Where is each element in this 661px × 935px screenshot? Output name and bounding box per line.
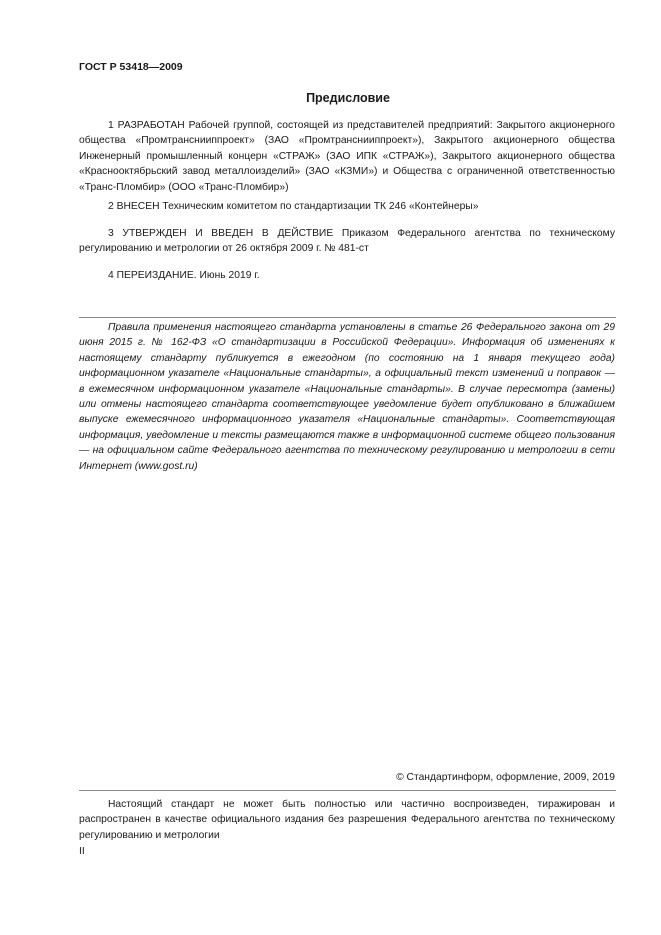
page-title: Предисловие	[306, 91, 390, 105]
document-code: ГОСТ Р 53418—2009	[79, 61, 183, 73]
foreword-item-4: 4 ПЕРЕИЗДАНИЕ. Июнь 2019 г.	[108, 270, 260, 281]
separator-rule	[79, 317, 616, 318]
foreword-item-1: 1 РАЗРАБОТАН Рабочей группой, состоящей из представителей предприятий: Закрытого акционерного общества «Промтранснииппроект» (ЗАО «Промтранснииппроект»), Закрытого акционерного общества Инженерный промышленный концерн «СТРАЖ» (ЗАО ИПК «СТРАЖ»), Закрытого акционерного общества «Краснооктябрьский завод металлоизделий» (ЗАО «КЗМИ») и Общества с ограниченной ответственностью «Транс-Пломбир» (ООО «Транс-Пломбир»)	[79, 120, 615, 193]
copyright-line: © Стандартинформ, оформление, 2009, 2019	[396, 772, 615, 783]
foreword-item-2: 2 ВНЕСЕН Техническим комитетом по стандартизации ТК 246 «Контейнеры»	[108, 201, 479, 212]
foreword-item-3: 3 УТВЕРЖДЕН И ВВЕДЕН В ДЕЙСТВИЕ Приказом Федерального агентства по техническому регулированию и метрологии от 26 октября 2009 г. № 481-ст	[79, 228, 615, 255]
page-number: II	[79, 846, 85, 857]
legal-notice: Настоящий стандарт не может быть полностью или частично воспроизведен, тиражирован и распространен в качестве официального издания без разрешения Федерального агентства по техническому регулированию и метрологии	[79, 799, 615, 841]
application-rules-notice: Правила применения настоящего стандарта установлены в статье 26 Федерального закона от 29 июня 2015 г. № 162-ФЗ «О стандартизации в Российской Федерации». Информация об изменениях к настоящему стандарту публикуется в ежегодном (по состоянию на 1 января текущего года) информационном указателе «Национальные стандарты», а официальный текст изменений и поправок — в ежемесячном информационном указателе «Национальные стандарты». В случае пересмотра (замены) или отмены настоящего стандарта соответствующее уведомление будет опубликовано в ближайшем выпуске ежемесячного информационного указателя «Национальные стандарты». Соответствующая информация, уведомление и тексты размещаются также в информационной системе общего пользования — на официальном сайте Федерального агентства по техническому регулированию и метрологии в сети Интернет (www.gost.ru)	[79, 322, 615, 472]
footer-separator-rule	[79, 790, 616, 791]
